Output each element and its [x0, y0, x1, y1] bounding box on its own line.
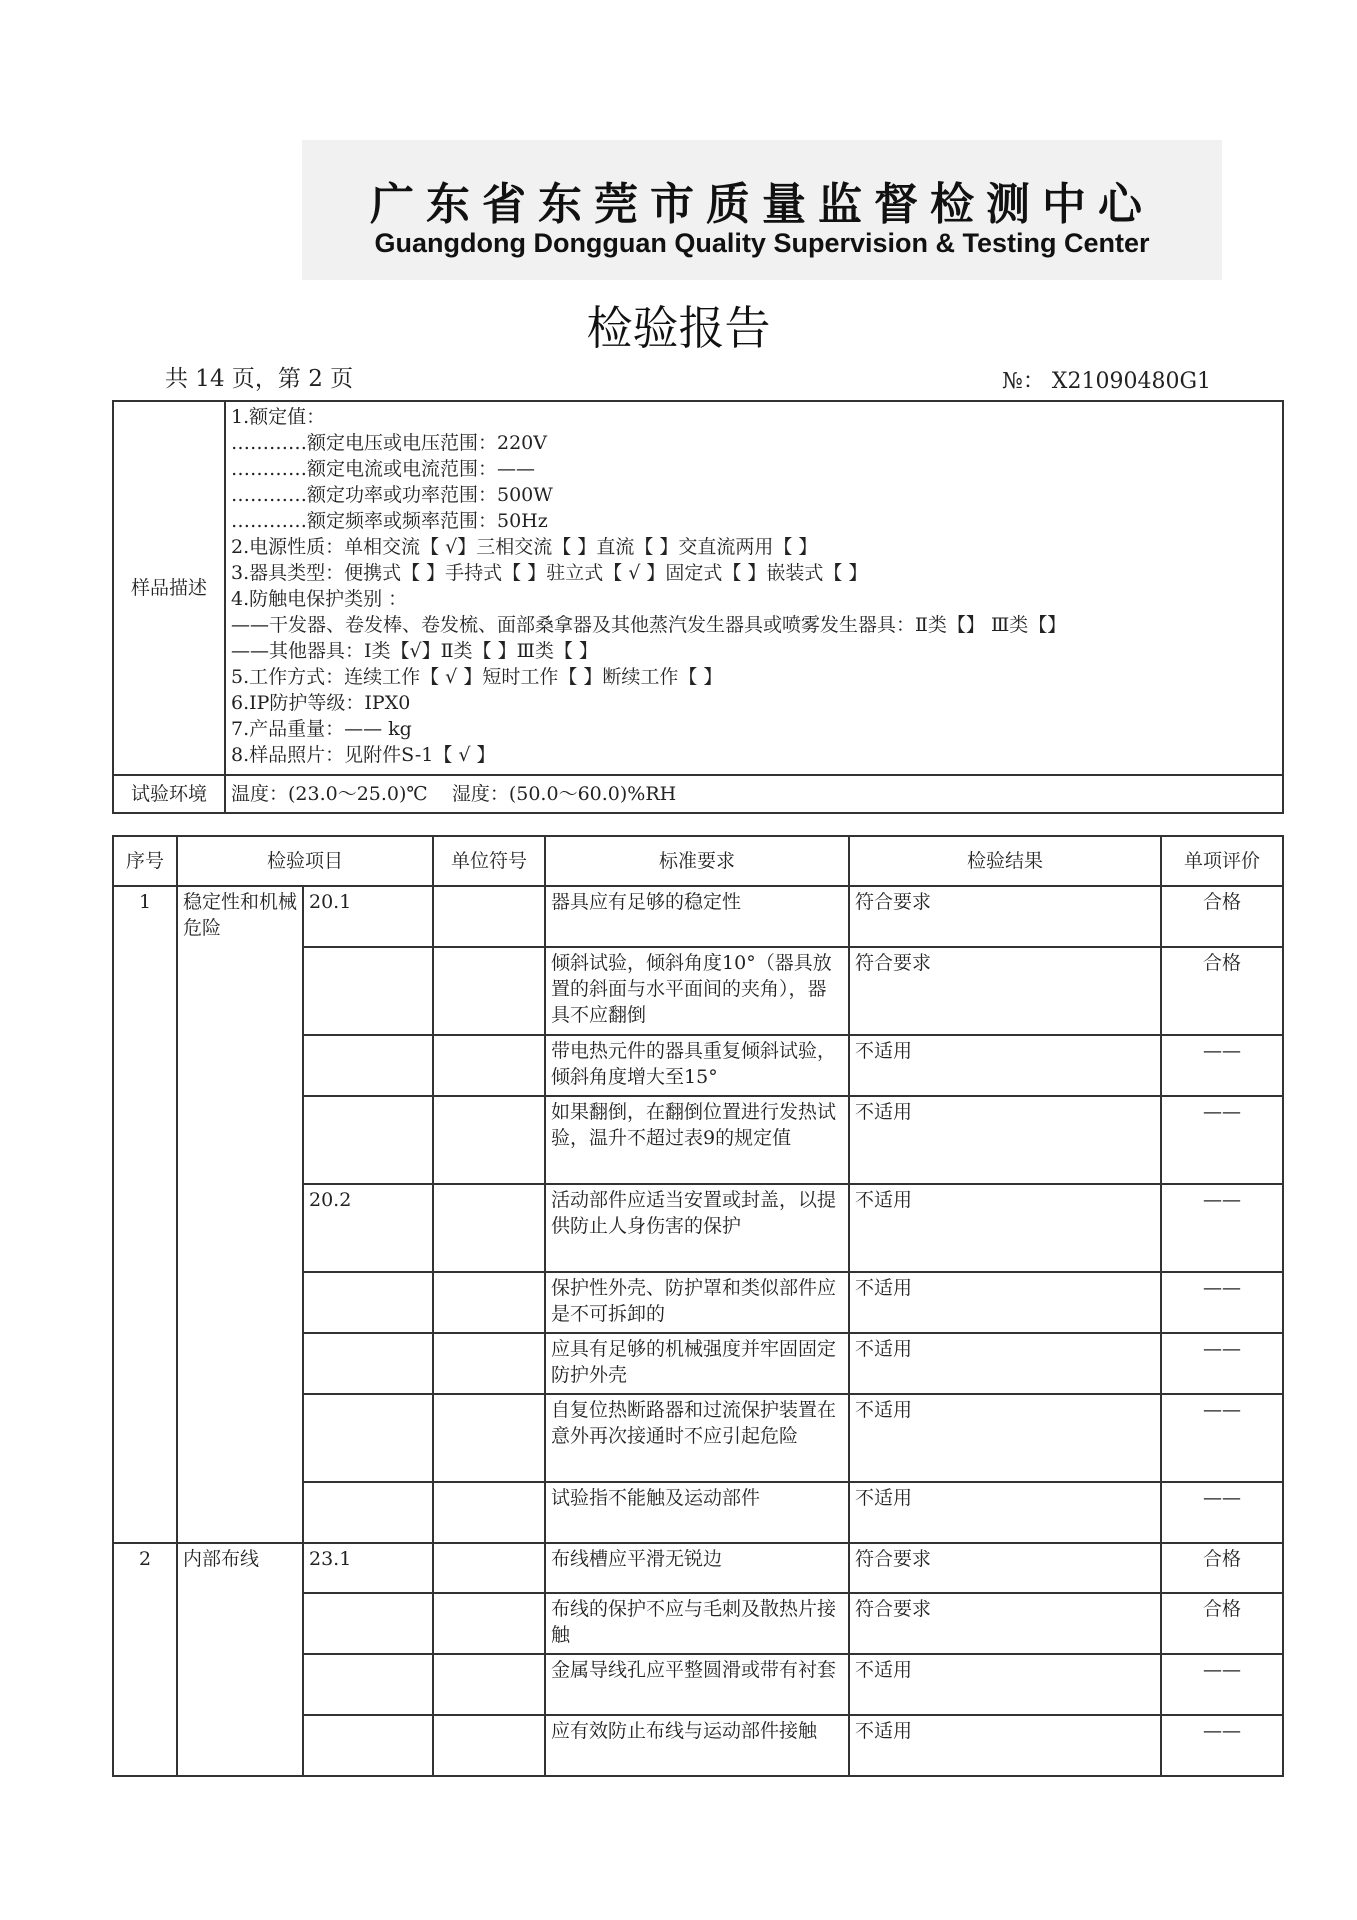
unit [433, 886, 545, 947]
page-info: 共 14 页，第 2 页 [165, 366, 354, 392]
result: 不适用 [849, 1035, 1161, 1096]
requirement: 倾斜试验，倾斜角度10°（器具放置的斜面与水平面间的夹角），器具不应翻倒 [545, 947, 849, 1035]
evaluation: —— [1161, 1184, 1283, 1272]
requirement: 如果翻倒，在翻倒位置进行发热试验，温升不超过表9的规定值 [545, 1096, 849, 1184]
org-name-en: Guangdong Dongguan Quality Supervision & Testing Center [374, 228, 1150, 258]
clause [303, 1482, 433, 1543]
unit [433, 1543, 545, 1593]
results-table [112, 835, 1284, 1777]
evaluation: 合格 [1161, 1543, 1283, 1593]
desc-line: ——干发器、卷发棒、卷发梳、面部桑拿器及其他蒸汽发生器具或喷雾发生器具：Ⅱ类【】 Ⅲ类【】 [231, 614, 1067, 636]
desc-line: …………额定功率或功率范围：500W [231, 484, 553, 506]
evaluation: —— [1161, 1394, 1283, 1482]
requirement: 带电热元件的器具重复倾斜试验，倾斜角度增大至15° [545, 1035, 849, 1096]
result: 不适用 [849, 1333, 1161, 1394]
desc-line: …………额定频率或频率范围：50Hz [231, 510, 548, 532]
evaluation: —— [1161, 1035, 1283, 1096]
result: 不适用 [849, 1715, 1161, 1776]
evaluation: —— [1161, 1333, 1283, 1394]
desc-line: 7.产品重量：—— kg [231, 718, 412, 740]
clause [303, 1272, 433, 1333]
unit [433, 947, 545, 1035]
desc-line: …………额定电流或电流范围：—— [231, 458, 536, 480]
desc-line: 5.工作方式：连续工作【 √ 】短时工作【 】断续工作【 】 [231, 666, 723, 688]
unit [433, 1184, 545, 1272]
header-unit: 单位符号 [433, 836, 545, 886]
result: 不适用 [849, 1272, 1161, 1333]
desc-line: 6.IP防护等级：IPX0 [231, 692, 411, 714]
header-item: 检验项目 [177, 836, 433, 886]
evaluation: —— [1161, 1654, 1283, 1715]
evaluation: 合格 [1161, 947, 1283, 1035]
requirement: 应具有足够的机械强度并牢固固定防护外壳 [545, 1333, 849, 1394]
header-evaluation: 单项评价 [1161, 836, 1283, 886]
report-number: №： X21090480G1 [1002, 369, 1212, 394]
unit [433, 1394, 545, 1482]
result: 符合要求 [849, 1543, 1161, 1593]
header-no: 序号 [113, 836, 177, 886]
requirement: 试验指不能触及运动部件 [545, 1482, 849, 1543]
clause [303, 947, 433, 1035]
result: 不适用 [849, 1654, 1161, 1715]
header-requirement: 标准要求 [545, 836, 849, 886]
test-env-label: 试验环境 [113, 775, 225, 813]
requirement: 布线的保护不应与毛刺及散热片接触 [545, 1593, 849, 1654]
unit [433, 1482, 545, 1543]
desc-line: 8.样品照片：见附件S-1【 √ 】 [231, 744, 496, 766]
result: 符合要求 [849, 1593, 1161, 1654]
desc-line: …………额定电压或电压范围：220V [231, 432, 547, 454]
requirement: 活动部件应适当安置或封盖，以提供防止人身伤害的保护 [545, 1184, 849, 1272]
desc-line: 2.电源性质：单相交流【 √】三相交流【 】直流【 】交直流两用【 】 [231, 536, 818, 558]
group-item: 内部布线 [177, 1543, 303, 1776]
desc-line: ——其他器具：Ⅰ类【√】Ⅱ类【 】Ⅲ类【 】 [231, 640, 598, 662]
result: 不适用 [849, 1394, 1161, 1482]
document-title: 检验报告 [586, 301, 771, 355]
group-no: 1 [113, 886, 177, 1543]
evaluation: 合格 [1161, 1593, 1283, 1654]
clause [303, 1654, 433, 1715]
requirement: 器具应有足够的稳定性 [545, 886, 849, 947]
clause: 23.1 [303, 1543, 433, 1593]
requirement: 应有效防止布线与运动部件接触 [545, 1715, 849, 1776]
clause [303, 1394, 433, 1482]
clause: 20.1 [303, 886, 433, 947]
sample-description [225, 401, 1283, 775]
header-result: 检验结果 [849, 836, 1161, 886]
requirement: 自复位热断路器和过流保护装置在意外再次接通时不应引起危险 [545, 1394, 849, 1482]
evaluation: —— [1161, 1715, 1283, 1776]
clause [303, 1333, 433, 1394]
evaluation: 合格 [1161, 886, 1283, 947]
unit [433, 1715, 545, 1776]
clause [303, 1715, 433, 1776]
desc-line: 1.额定值： [231, 406, 326, 428]
unit [433, 1035, 545, 1096]
unit [433, 1272, 545, 1333]
group-item: 稳定性和机械危险 [177, 886, 303, 1543]
evaluation: —— [1161, 1482, 1283, 1543]
requirement: 金属导线孔应平整圆滑或带有衬套 [545, 1654, 849, 1715]
sample-description-table [112, 400, 1284, 814]
group-no: 2 [113, 1543, 177, 1776]
result: 不适用 [849, 1184, 1161, 1272]
requirement: 保护性外壳、防护罩和类似部件应是不可拆卸的 [545, 1272, 849, 1333]
result: 符合要求 [849, 947, 1161, 1035]
unit [433, 1654, 545, 1715]
org-letterhead [302, 140, 1222, 280]
evaluation: —— [1161, 1096, 1283, 1184]
result: 不适用 [849, 1096, 1161, 1184]
clause [303, 1035, 433, 1096]
unit [433, 1333, 545, 1394]
unit [433, 1593, 545, 1654]
result: 不适用 [849, 1482, 1161, 1543]
test-env-value: 温度：(23.0～25.0)℃ 湿度：(50.0～60.0)%RH [225, 775, 1283, 813]
sample-label: 样品描述 [113, 401, 225, 775]
unit [433, 1096, 545, 1184]
org-name-cn: 广东省东莞市质量监督检测中心 [370, 179, 1154, 230]
clause [303, 1593, 433, 1654]
desc-line: 4.防触电保护类别 ： [231, 588, 408, 610]
result: 符合要求 [849, 886, 1161, 947]
requirement: 布线槽应平滑无锐边 [545, 1543, 849, 1593]
clause: 20.2 [303, 1184, 433, 1272]
clause [303, 1096, 433, 1184]
desc-line: 3.器具类型：便携式【 】手持式【 】驻立式【 √ 】固定式【 】嵌装式【 】 [231, 562, 868, 584]
evaluation: —— [1161, 1272, 1283, 1333]
